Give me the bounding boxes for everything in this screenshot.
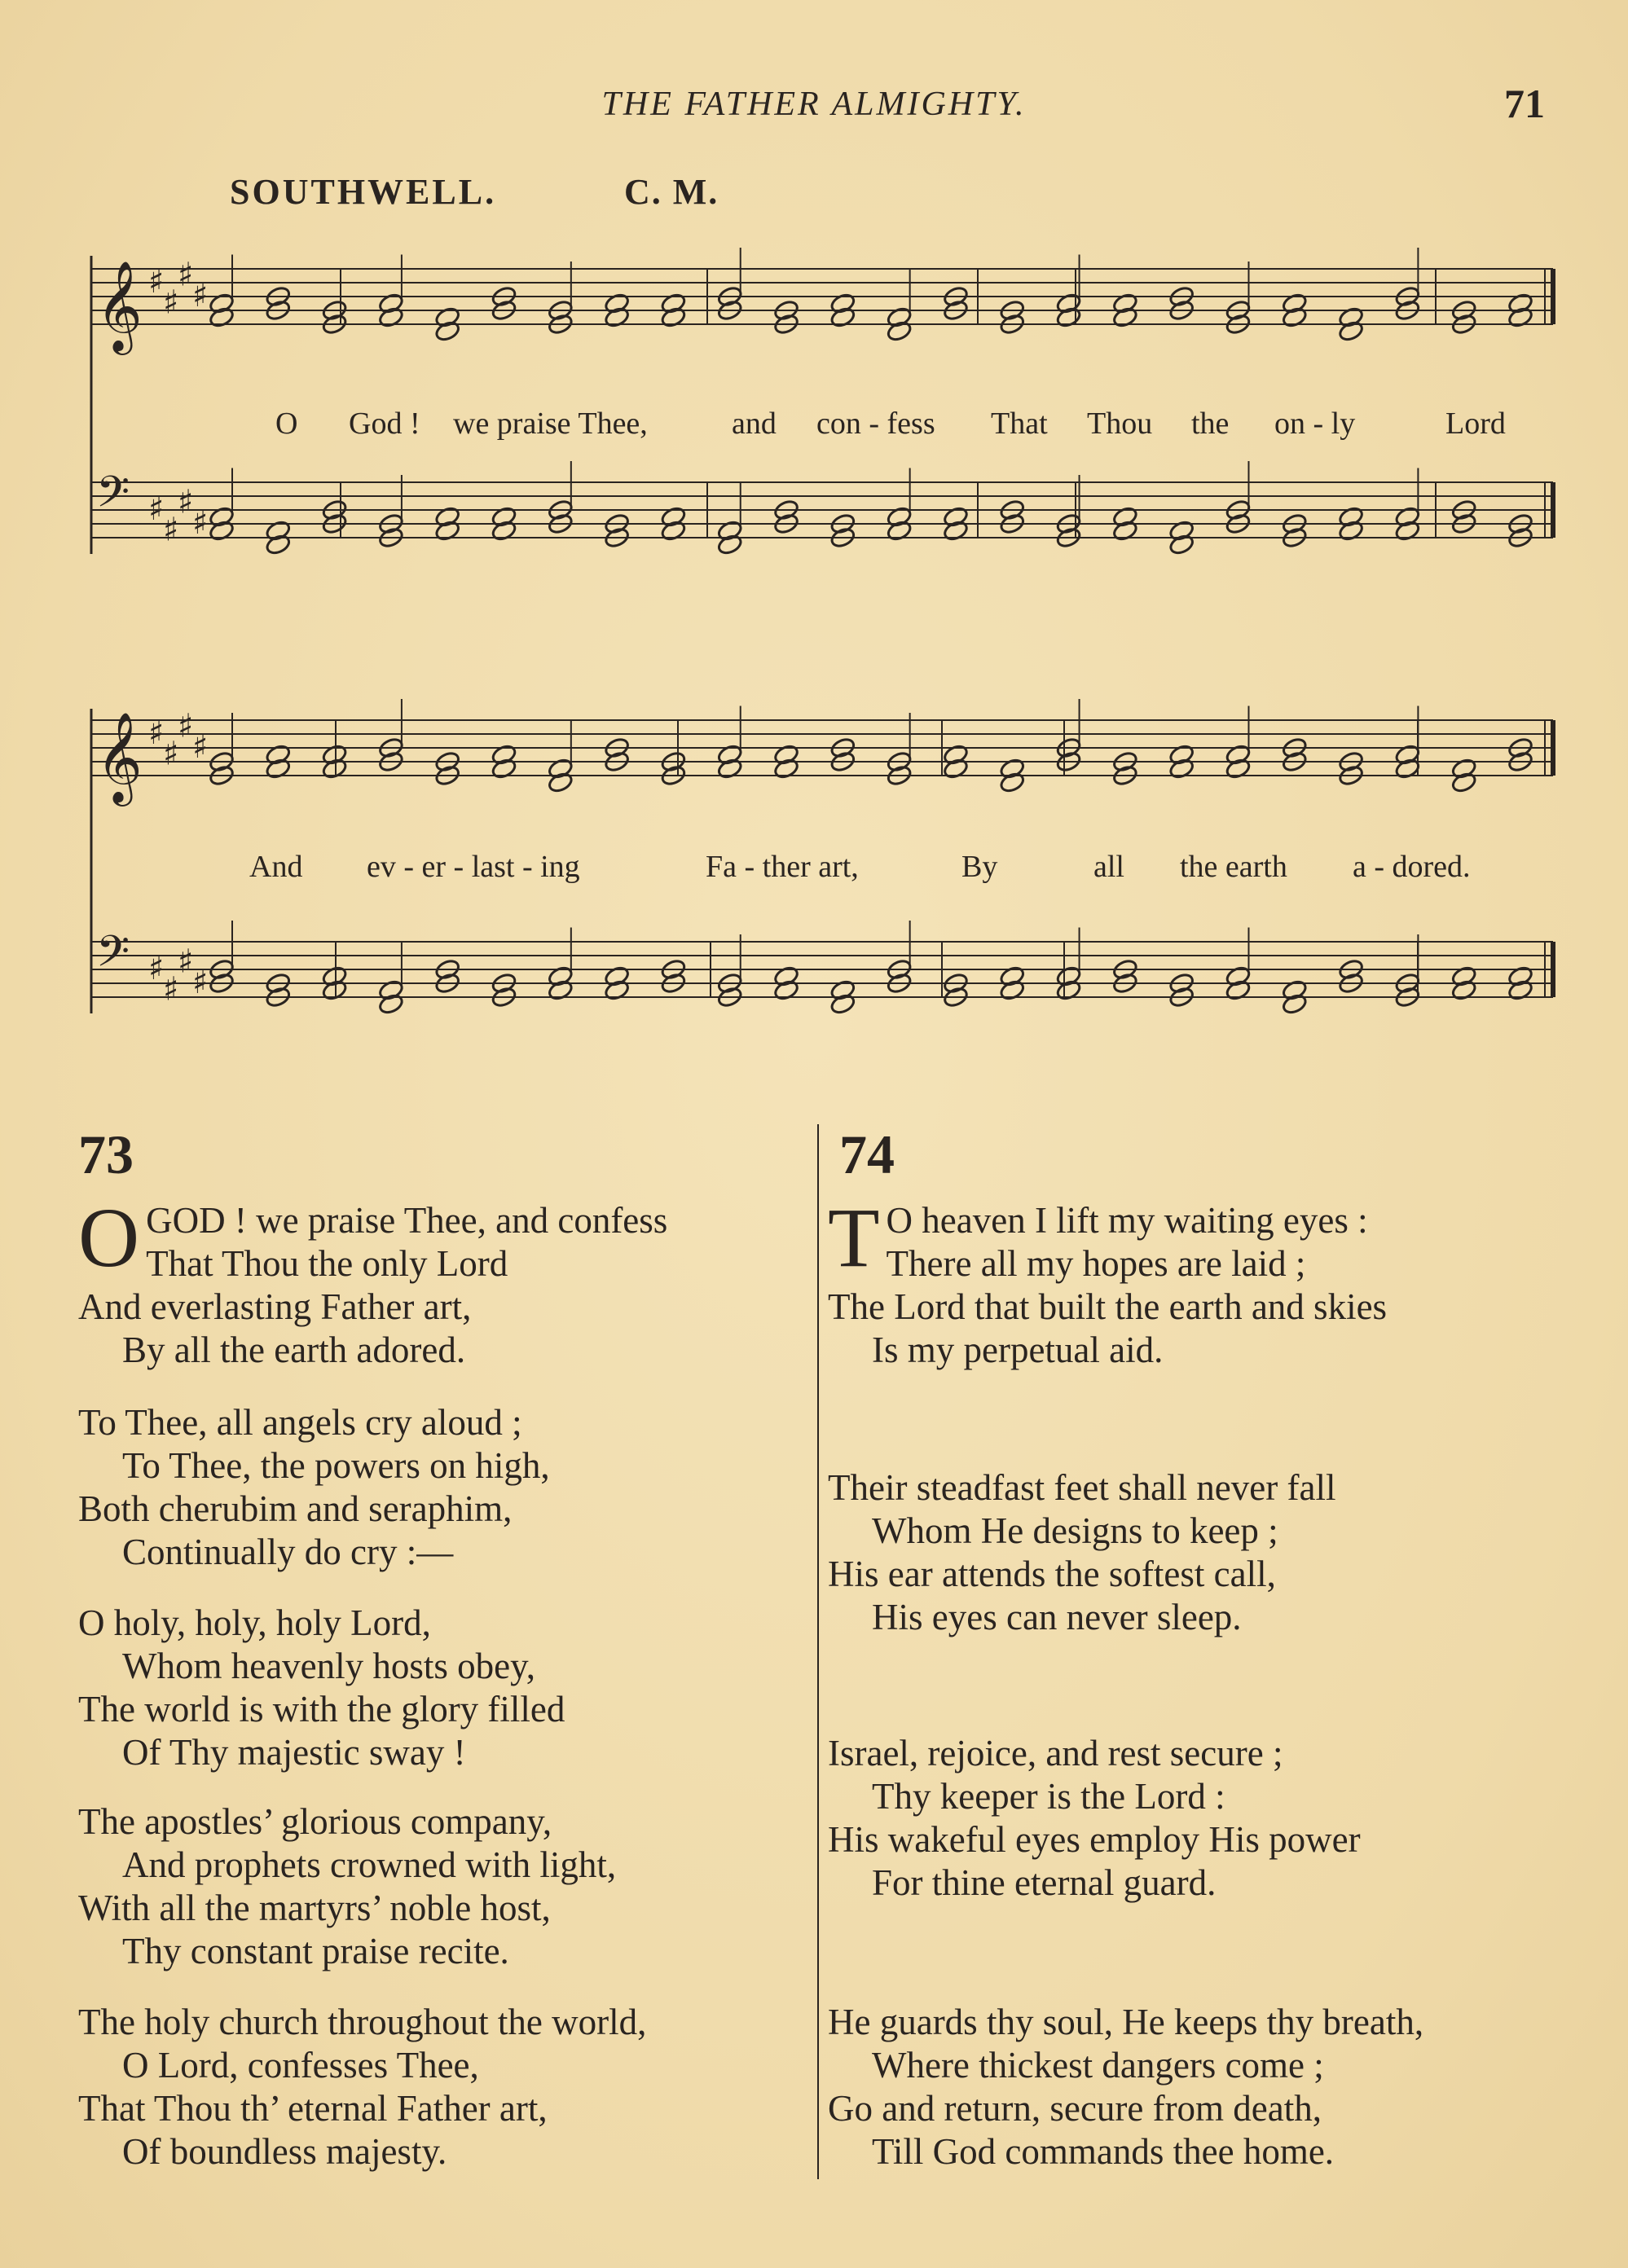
sharp-icon: ♯: [178, 483, 194, 521]
lyric-syllable: and: [732, 407, 777, 441]
verse-line: That Thou the only Lord: [146, 1243, 508, 1284]
verse-line: His ear attends the softest call,: [828, 1554, 1276, 1594]
lyric-syllable: Fa - ther art,: [706, 850, 859, 884]
lyric-syllable: God !: [349, 407, 420, 441]
hymn-73-verse-1: [78, 1191, 668, 1372]
verse-line: Of Thy majestic sway !: [122, 1732, 466, 1773]
verse-line: Thy constant praise recite.: [122, 1931, 509, 1971]
verse-line: O Lord, confesses Thee,: [122, 2045, 479, 2086]
lyric-syllable: the: [1191, 407, 1230, 441]
sharp-icon: ♯: [178, 256, 194, 294]
verse-line: His wakeful eyes employ His power: [828, 1819, 1361, 1860]
sharp-icon: ♯: [178, 943, 194, 981]
hymn-74-verse-1: [828, 1191, 1388, 1372]
verse-line: To Thee, the powers on high,: [122, 1445, 550, 1486]
lyric-syllable: Thou: [1087, 407, 1153, 441]
verse-line: Where thickest dangers come ;: [872, 2045, 1324, 2086]
verse-line: And everlasting Father art,: [78, 1286, 472, 1327]
verse-line: Thy keeper is the Lord :: [872, 1776, 1225, 1817]
running-title: THE FATHER ALMIGHTY.: [601, 86, 1027, 123]
sharp-icon: ♯: [148, 490, 165, 528]
verse-line: The apostles’ glorious company,: [78, 1801, 552, 1842]
verse-line: Till God commands thee home.: [872, 2131, 1335, 2172]
hymn-number-74: 74: [839, 1123, 895, 1185]
music-score: [0, 0, 1628, 1083]
verse-line: Both cherubim and seraphim,: [78, 1488, 513, 1529]
sharp-icon: ♯: [148, 714, 165, 752]
lyric-syllable: And: [249, 850, 303, 884]
lyric-syllable: on - ly: [1274, 407, 1356, 441]
drop-cap: T: [828, 1191, 880, 1285]
sharp-icon: ♯: [163, 284, 179, 322]
verse-line: O heaven I lift my waiting eyes :: [886, 1200, 1368, 1241]
lyric-syllable: O: [275, 407, 298, 441]
verse-line: With all the martyrs’ noble host,: [78, 1888, 551, 1928]
verse-line: The Lord that built the earth and skies: [828, 1286, 1388, 1327]
verse-line: The holy church throughout the world,: [78, 2002, 647, 2042]
sharp-icon: ♯: [192, 504, 209, 542]
hymn-73-verse-4: [78, 1800, 616, 1973]
verse-line: GOD ! we praise Thee, and confess: [146, 1200, 668, 1241]
lyric-syllable: ev - er - last - ing: [367, 850, 580, 884]
verse-line: Israel, rejoice, and rest secure ;: [828, 1733, 1283, 1774]
lyric-syllable: That: [991, 407, 1048, 441]
sharp-icon: ♯: [192, 964, 209, 1001]
lyric-syllable: we praise Thee,: [453, 407, 648, 441]
hymn-73-verse-5: [78, 2001, 646, 2174]
sharp-icon: ♯: [178, 707, 194, 745]
verse-line: There all my hopes are laid ;: [886, 1243, 1306, 1284]
verse-line: His eyes can never sleep.: [872, 1597, 1242, 1637]
verse-line: He guards thy soul, He keeps thy breath,: [828, 2002, 1424, 2042]
verse-line: O holy, holy, holy Lord,: [78, 1602, 431, 1643]
verse-line: By all the earth adored.: [122, 1330, 466, 1370]
sharp-icon: ♯: [192, 277, 209, 314]
sharp-icon: ♯: [163, 970, 179, 1009]
sharp-icon: ♯: [192, 728, 209, 766]
verse-line: Whom heavenly hosts obey,: [122, 1646, 535, 1686]
sharp-icon: ♯: [148, 263, 165, 301]
tune-meter: C. M.: [624, 172, 719, 212]
hymn-number-73: 73: [78, 1123, 134, 1185]
hymn-74-verse-2: [828, 1466, 1335, 1639]
verse-line: And prophets crowned with light,: [122, 1844, 617, 1885]
column-divider: [817, 1124, 819, 2179]
treble-clef-icon: 𝄞: [96, 260, 143, 351]
verse-line: The world is with the glory filled: [78, 1689, 565, 1730]
verse-line: Their steadfast feet shall never fall: [828, 1467, 1336, 1508]
verse-line: Go and return, secure from death,: [828, 2088, 1322, 2129]
verse-line: Is my perpetual aid.: [872, 1330, 1164, 1370]
verse-line: To Thee, all angels cry aloud ;: [78, 1402, 522, 1443]
hymn-73-verse-3: [78, 1602, 565, 1774]
lyric-syllable: a - dored.: [1353, 850, 1471, 884]
sharp-icon: ♯: [148, 950, 165, 987]
treble-clef-icon: 𝄞: [96, 711, 143, 802]
hymn-74-verse-4: [828, 2001, 1423, 2174]
verse-line: That Thou th’ eternal Father art,: [78, 2088, 548, 2129]
lyric-syllable: all: [1093, 850, 1124, 884]
sharp-icon: ♯: [163, 511, 179, 549]
sharp-icon: ♯: [163, 735, 179, 773]
lyric-syllable: By: [961, 850, 998, 884]
drop-cap: O: [78, 1191, 140, 1285]
hymn-74-verse-3: [828, 1732, 1361, 1905]
hymn-73-verse-2: [78, 1401, 550, 1574]
verse-line: For thine eternal guard.: [872, 1862, 1217, 1903]
tune-name: SOUTHWELL.: [230, 172, 497, 212]
bass-clef-icon: 𝄢: [96, 468, 130, 528]
verse-line: Continually do cry :—: [122, 1532, 454, 1572]
lyric-syllable: con - fess: [816, 407, 935, 441]
verse-line: Of boundless majesty.: [122, 2131, 447, 2172]
lyric-syllable: the earth: [1180, 850, 1287, 884]
verse-line: Whom He designs to keep ;: [872, 1510, 1278, 1551]
lyric-syllable: Lord: [1445, 407, 1506, 441]
bass-clef-icon: 𝄢: [96, 927, 130, 987]
page-number: 71: [1504, 81, 1545, 126]
